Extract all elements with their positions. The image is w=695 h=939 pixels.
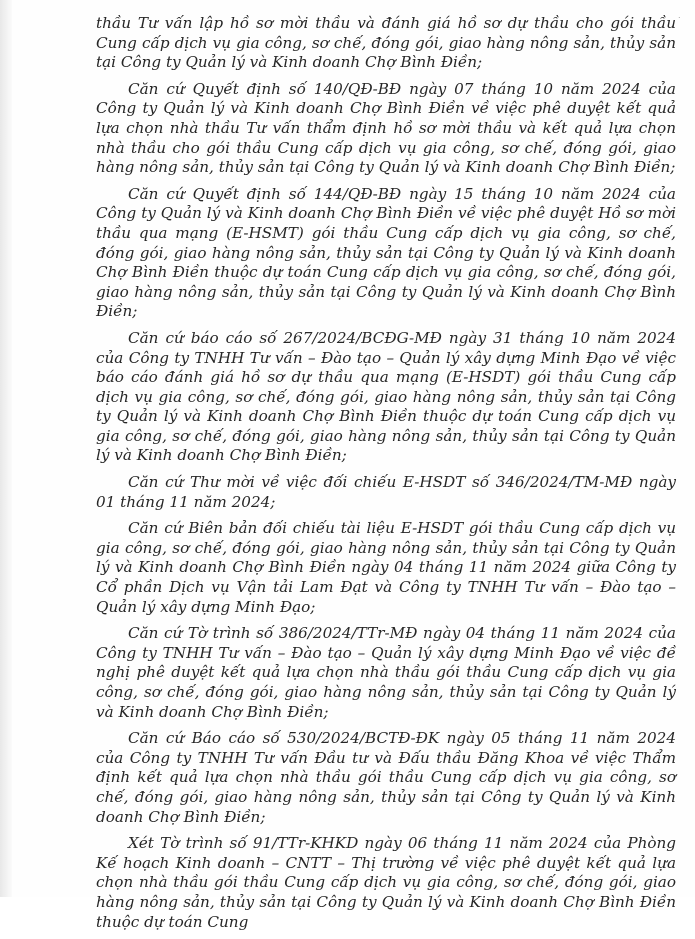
paragraph-report-267: Căn cứ báo cáo số 267/2024/BCĐG-MĐ ngày 31 tháng 10 năm 2024 của Công ty TNHH Tư vấn – Đào tạo – Quản lý xây dựng Minh Đạo về việc báo cáo đánh giá hồ sơ dự thầu qua mạng (E-HSDT) gói thầu Cung cấp dịch vụ gia công, sơ chế, đóng gói, giao hàng nông sản, thủy sản tại Công ty Quản lý và Kinh doanh Chợ Bình Điền thuộc dự toán Cung cấp dịch vụ gia công, sơ chế, đóng gói, giao hàng nông sản, thủy sản tại Công ty Quản lý và Kinh doanh Chợ Bình Điền; <box>96 328 676 465</box>
document-body <box>96 14 676 939</box>
paragraph-continuation: thầu Tư vấn lập hồ sơ mời thầu và đánh giá hồ sơ dự thầu cho gói thầu Cung cấp dịch vụ gia công, sơ chế, đóng gói, giao hàng nông sản, thủy sản tại Công ty Quản lý và Kinh doanh Chợ Bình Điền; <box>96 14 676 72</box>
paragraph-decision-144: Căn cứ Quyết định số 144/QĐ-BĐ ngày 15 tháng 10 năm 2024 của Công ty Quản lý và Kinh doanh Chợ Bình Điền về việc phê duyệt Hồ sơ mời thầu qua mạng (E-HSMT) gói thầu Cung cấp dịch vụ gia công, sơ chế, đóng gói, giao hàng nông sản, thủy sản tại Công ty Quản lý và Kinh doanh Chợ Bình Điền thuộc dự toán Cung cấp dịch vụ gia công, sơ chế, đóng gói, giao hàng nông sản, thủy sản tại Công ty Quản lý và Kinh doanh Chợ Bình Điền; <box>96 184 676 321</box>
paragraph-report-530: Căn cứ Báo cáo số 530/2024/BCTĐ-ĐK ngày 05 tháng 11 năm 2024 của Công ty TNHH Tư vấn Đầu tư và Đấu thầu Đăng Khoa về việc Thẩm định kết quả lựa chọn nhà thầu gói thầu Cung cấp dịch vụ gia công, sơ chế, đóng gói, giao hàng nông sản, thủy sản tại Công ty Quản lý và Kinh doanh Chợ Bình Điền; <box>96 729 676 826</box>
paragraph-decision-140: Căn cứ Quyết định số 140/QĐ-BĐ ngày 07 tháng 10 năm 2024 của Công ty Quản lý và Kinh doanh Chợ Bình Điền về việc phê duyệt kết quả lựa chọn nhà thầu Tư vấn thẩm định hồ sơ mời thầu và kết quả lựa chọn nhà thầu cho gói thầu Cung cấp dịch vụ gia công, sơ chế, đóng gói, giao hàng nông sản, thủy sản tại Công ty Quản lý và Kinh doanh Chợ Bình Điền; <box>96 79 676 177</box>
paragraph-submission-91: Xét Tờ trình số 91/TTr-KHKD ngày 06 tháng 11 năm 2024 của Phòng Kế hoạch Kinh doanh – CNTT – Thị trường về việc phê duyệt kết quả lựa chọn nhà thầu gói thầu Cung cấp dịch vụ gia công, sơ chế, đóng gói, giao hàng nông sản, thủy sản tại Công ty Quản lý và Kinh doanh Chợ Bình Điền thuộc dự toán Cung <box>96 834 676 931</box>
corner-mark: . <box>678 11 681 20</box>
paragraph-submission-386: Căn cứ Tờ trình số 386/2024/TTr-MĐ ngày 04 tháng 11 năm 2024 của Công ty TNHH Tư vấn – Đào tạo – Quản lý xây dựng Minh Đạo về việc đề nghị phê duyệt kết quả lựa chọn nhà thầu gói thầu Cung cấp dịch vụ gia công, sơ chế, đóng gói, giao hàng nông sản, thủy sản tại Công ty Quản lý và Kinh doanh Chợ Bình Điền; <box>96 624 676 721</box>
paragraph-comparison-minutes: Căn cứ Biên bản đối chiếu tài liệu E-HSDT gói thầu Cung cấp dịch vụ gia công, sơ chế, đóng gói, giao hàng nông sản, thủy sản tại Công ty Quản lý và Kinh doanh Chợ Bình Điền ngày 04 tháng 11 năm 2024 giữa Công ty Cổ phần Dịch vụ Vận tải Lam Đạt và Công ty TNHH Tư vấn – Đào tạo – Quản lý xây dựng Minh Đạo; <box>96 519 676 616</box>
scan-edge-shadow <box>0 0 12 897</box>
paragraph-letter-346: Căn cứ Thư mời về việc đối chiếu E-HSDT số 346/2024/TM-MĐ ngày 01 tháng 11 năm 2024; <box>96 473 676 511</box>
